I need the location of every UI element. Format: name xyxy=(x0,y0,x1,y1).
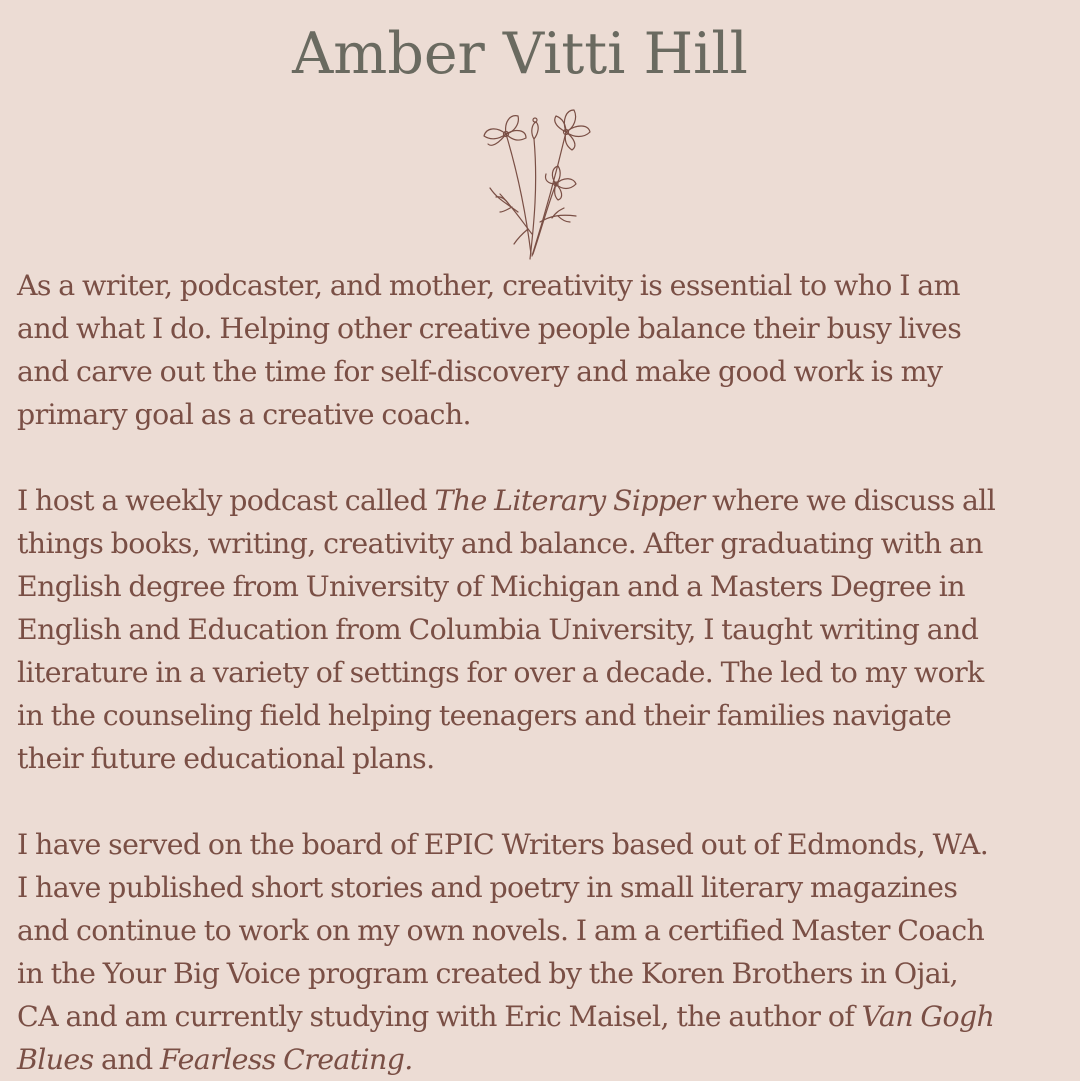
bio-paragraph-2-text-b: where we discuss all things books, writing, creativity and balance. After graduating with an English degree from University of Michigan and a Masters Degree in English and Education from Columbia University, I taught writing and literature in a variety of settings for over a decade. The led to my work in the counseling field helping teenagers and their families navigate their future educational plans. xyxy=(17,484,996,775)
bio-paragraph-3-text-a: I have served on the board of EPIC Writers based out of Edmonds, WA. I have published short stories and poetry in small literary magazines and continue to work on my own novels. I am a certified Master Coach in the Your Big Voice program created by the Koren Brothers in Ojai, CA and am currently studying with Eric Maisel, the author of xyxy=(17,828,989,1033)
cosmos-flower-bouquet-icon xyxy=(478,104,596,264)
book-title-fearless-creating: Fearless Creating. xyxy=(160,1043,413,1076)
bio-paragraph-3 xyxy=(17,823,1077,1081)
bio-paragraph-3-text-b: and xyxy=(93,1043,161,1076)
bio-paragraph-2-text-a: I host a weekly podcast called xyxy=(17,484,435,517)
bio-paragraph-2 xyxy=(17,479,1077,780)
book-title-van-gogh-blues: Van Gogh Blues xyxy=(17,1000,995,1076)
bio-text xyxy=(17,264,1077,1081)
podcast-title: The Literary Sipper xyxy=(434,484,705,517)
page-title: Amber Vitti Hill xyxy=(292,21,748,87)
bio-paragraph-1 xyxy=(17,264,1077,436)
bio-paragraph-1-text: As a writer, podcaster, and mother, creativity is essential to who I am and what I do. Helping other creative people balance their busy lives and carve out the time for self-discovery and make good work is my primary goal as a creative coach. xyxy=(17,269,962,431)
